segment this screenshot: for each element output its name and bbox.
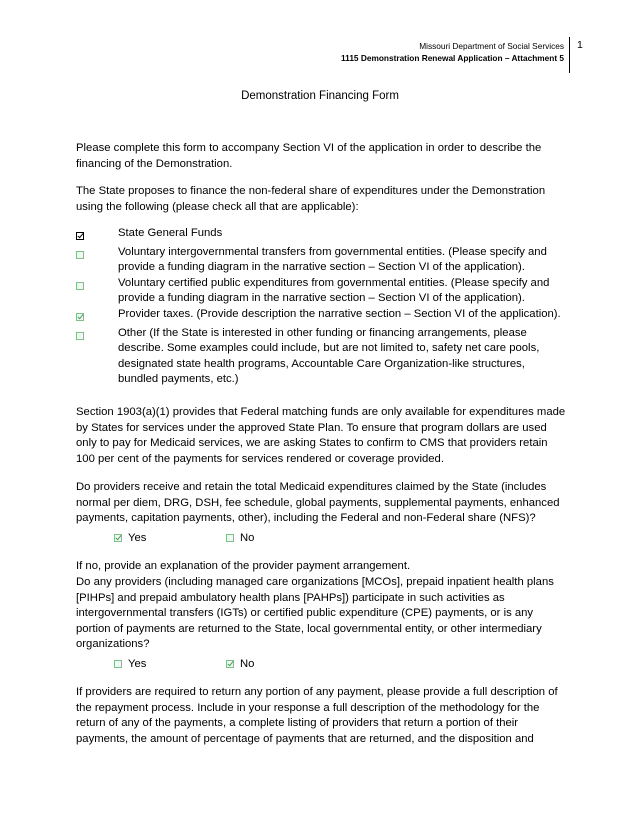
checkbox-state-general-funds[interactable]: [76, 232, 84, 240]
header-attachment-title: 1115 Demonstration Renewal Application – Attachment 5: [341, 53, 564, 63]
funding-option: State General Funds: [76, 226, 568, 245]
q2-no-option[interactable]: No: [226, 658, 254, 670]
q2-yes-option[interactable]: Yes: [114, 658, 146, 670]
section-1903-paragraph: Section 1903(a)(1) provides that Federal matching funds are only available for expenditures made by States for services under the approved State Plan. To ensure that program dollars are used only to pay for Medicaid services, we are asking States to confirm to CMS that providers retain 100 per cent of the payments for services rendered or coverage provided.: [76, 406, 566, 465]
q1-yes-checkbox[interactable]: [114, 534, 122, 542]
q1-no-option[interactable]: No: [226, 532, 254, 544]
checkbox-other-financing[interactable]: [76, 332, 84, 340]
checkbox-intergovernmental-transfers[interactable]: [76, 251, 84, 259]
header-department: Missouri Department of Social Services: [419, 41, 564, 51]
funding-option: Voluntary certified public expenditures from governmental entities. (Please specify and provide a funding diagram in the narrative section – Section VI of the application).: [76, 276, 568, 307]
funding-option: Voluntary intergovernmental transfers from governmental entities. (Please specify and provide a funding diagram in the narrative section – Section VI of the application).: [76, 245, 568, 276]
q1-no-checkbox[interactable]: [226, 534, 234, 542]
if-no-paragraph: If no, provide an explanation of the provider payment arrangement.: [76, 560, 411, 572]
q2-yes-checkbox[interactable]: [114, 660, 122, 668]
question-1-paragraph: Do providers receive and retain the total Medicaid expenditures claimed by the State (includes normal per diem, DRG, DSH, fee schedule, global payments, supplemental payments, enhanced payments, capitation payments, other), including the Federal and non-Federal share (NFS)?: [76, 481, 560, 525]
page-number: 1: [577, 39, 583, 51]
funding-options-list: [76, 226, 568, 388]
q2-no-checkbox[interactable]: [226, 660, 234, 668]
page-header: [341, 40, 564, 64]
intro-paragraph: Please complete this form to accompany Section VI of the application in order to describe the financing of the Demonstration.: [76, 142, 542, 170]
question-2-paragraph: Do any providers (including managed care organizations [MCOs], prepaid inpatient health plans [PIHPs] and prepaid ambulatory health plans [PAHPs]) participate in such activities as intergovernmental transfers (IGTs) or certified public expenditure (CPE) payments, or is any portion of payments are returned to the State, local governmental entity, or other intermediary organizations?: [76, 576, 554, 651]
checkbox-certified-public-expenditures[interactable]: [76, 282, 84, 290]
header-divider: [569, 37, 570, 73]
funding-option: Provider taxes. (Provide description the narrative section – Section VI of the application).: [76, 307, 568, 326]
checkbox-provider-taxes[interactable]: [76, 313, 84, 321]
return-portion-paragraph: If providers are required to return any portion of any payment, please provide a full description of the repayment process. Include in your response a full description of the methodology for the return of any of the payments, a complete listing of providers that return a portion of their payments, the amount of percentage of payments that are returned, and the disposition and: [76, 686, 558, 745]
funding-option: Other (If the State is interested in other funding or financing arrangements, please describe. Some examples could include, but are not limited to, safety net care pools, designated state health programs, Accountable Care Organization-like structures, bundled payments, etc.): [76, 326, 568, 388]
form-title: Demonstration Financing Form: [241, 90, 399, 102]
q1-yes-option[interactable]: Yes: [114, 532, 146, 544]
proposes-paragraph: The State proposes to finance the non-federal share of expenditures under the Demonstration using the following (please check all that are applicable):: [76, 185, 546, 213]
